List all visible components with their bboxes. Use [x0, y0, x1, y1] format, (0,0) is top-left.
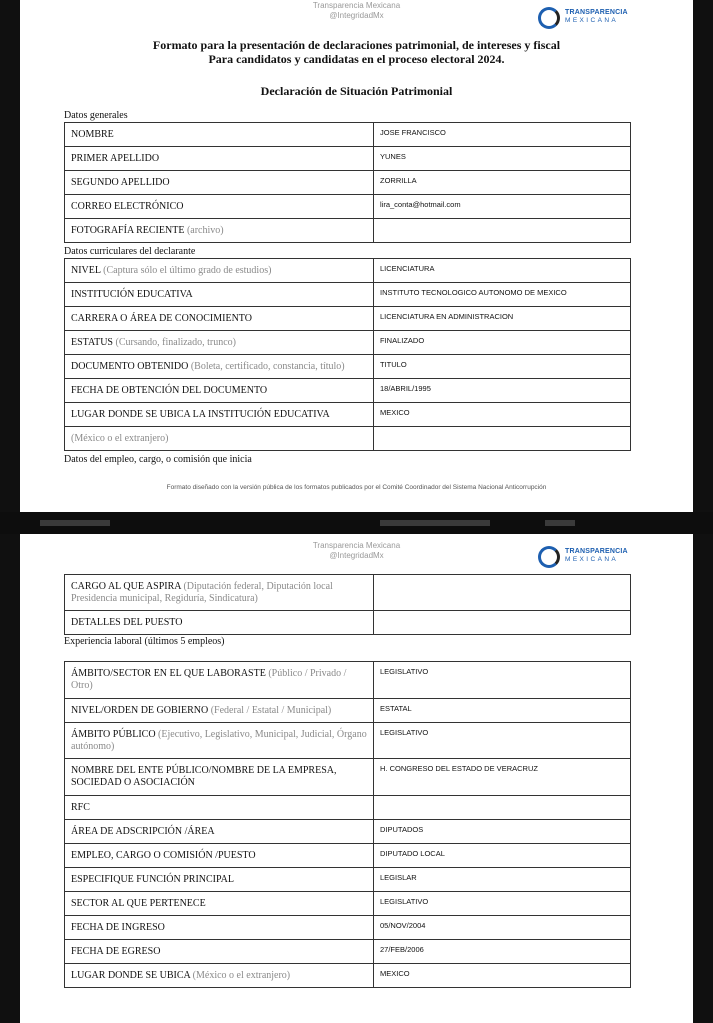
row-value: lira_conta@hotmail.com: [374, 195, 631, 219]
row-label: RFC: [65, 796, 374, 820]
row-label: FECHA DE EGRESO: [65, 940, 374, 964]
row-label: ÁREA DE ADSCRIPCIÓN /ÁREA: [65, 820, 374, 844]
row-value: LICENCIATURA: [374, 259, 631, 283]
table-row: [65, 916, 631, 940]
logo-line1: TRANSPARENCIA: [565, 9, 628, 16]
logo-line2: MEXICANA: [565, 17, 619, 24]
row-label: EMPLEO, CARGO O COMISIÓN /PUESTO: [65, 844, 374, 868]
document-page-2: [20, 534, 693, 1023]
row-value: [374, 575, 631, 611]
row-value: INSTITUTO TECNOLOGICO AUTONOMO DE MEXICO: [374, 283, 631, 307]
section-datos-curriculares: Datos curriculares del declarante: [64, 246, 196, 257]
row-label: ESTATUS (Cursando, finalizado, trunco): [65, 331, 374, 355]
table-row: [65, 796, 631, 820]
table-row: [65, 868, 631, 892]
datos-generales-table: [64, 122, 631, 243]
table-row: [65, 355, 631, 379]
table-row: [65, 171, 631, 195]
table-row: [65, 283, 631, 307]
row-value: MEXICO: [374, 964, 631, 988]
row-value: LEGISLATIVO: [374, 662, 631, 699]
row-value: H. CONGRESO DEL ESTADO DE VERACRUZ: [374, 759, 631, 796]
row-label: DOCUMENTO OBTENIDO (Boleta, certificado, constancia, título): [65, 355, 374, 379]
table-row: [65, 259, 631, 283]
table-row: [65, 307, 631, 331]
logo-ring-icon: [538, 7, 560, 29]
table-row: [65, 379, 631, 403]
row-value: DIPUTADO LOCAL: [374, 844, 631, 868]
row-label: FECHA DE OBTENCIÓN DEL DOCUMENTO: [65, 379, 374, 403]
row-value: LEGISLAR: [374, 868, 631, 892]
table-row: [65, 123, 631, 147]
table-row: [65, 427, 631, 451]
row-value: TITULO: [374, 355, 631, 379]
row-value: [374, 611, 631, 635]
row-label: NIVEL (Captura sólo el último grado de estudios): [65, 259, 374, 283]
table-row: [65, 611, 631, 635]
row-value: LEGISLATIVO: [374, 892, 631, 916]
separator-mark: [40, 520, 110, 526]
logo-line2: MEXICANA: [565, 556, 619, 563]
logo-ring-icon: [538, 546, 560, 568]
header-handle: @IntegridadMx: [329, 11, 384, 20]
table-row: [65, 723, 631, 759]
logo-line1: TRANSPARENCIA: [565, 548, 628, 555]
table-row: [65, 331, 631, 355]
row-value: LICENCIATURA EN ADMINISTRACION: [374, 307, 631, 331]
row-label: FOTOGRAFÍA RECIENTE (archivo): [65, 219, 374, 243]
row-label: LUGAR DONDE SE UBICA (México o el extranjero): [65, 964, 374, 988]
row-label: INSTITUCIÓN EDUCATIVA: [65, 283, 374, 307]
row-label: NOMBRE DEL ENTE PÚBLICO/NOMBRE DE LA EMPRESA, SOCIEDAD O ASOCIACIÓN: [65, 759, 374, 796]
separator-mark: [545, 520, 575, 526]
row-value: FINALIZADO: [374, 331, 631, 355]
row-value: [374, 427, 631, 451]
row-label: FECHA DE INGRESO: [65, 916, 374, 940]
datos-curriculares-table: [64, 258, 631, 451]
row-value: 05/NOV/2004: [374, 916, 631, 940]
row-value: MEXICO: [374, 403, 631, 427]
row-label: ESPECIFIQUE FUNCIÓN PRINCIPAL: [65, 868, 374, 892]
row-label: NOMBRE: [65, 123, 374, 147]
row-label: LUGAR DONDE SE UBICA LA INSTITUCIÓN EDUCATIVA: [65, 403, 374, 427]
row-label: (México o el extranjero): [65, 427, 374, 451]
row-label: NIVEL/ORDEN DE GOBIERNO (Federal / Estatal / Municipal): [65, 699, 374, 723]
row-label: ÁMBITO PÚBLICO (Ejecutivo, Legislativo, Municipal, Judicial, Órgano autónomo): [65, 723, 374, 759]
table-row: [65, 759, 631, 796]
row-value: DIPUTADOS: [374, 820, 631, 844]
table-row: [65, 699, 631, 723]
document-page-1: [20, 0, 693, 512]
table-row: [65, 820, 631, 844]
row-value: LEGISLATIVO: [374, 723, 631, 759]
row-label: CORREO ELECTRÓNICO: [65, 195, 374, 219]
transparencia-logo: [538, 543, 648, 571]
table-row: [65, 575, 631, 611]
row-value: ZORRILLA: [374, 171, 631, 195]
transparencia-logo: [538, 4, 648, 32]
page-separator: [0, 512, 713, 534]
row-value: YUNES: [374, 147, 631, 171]
row-label: DETALLES DEL PUESTO: [65, 611, 374, 635]
footer-note: Formato diseñado con la versión pública de los formatos publicados por el Comité Coordinador del Sistema Nacional Anticorrupción: [166, 484, 547, 491]
row-value: JOSE FRANCISCO: [374, 123, 631, 147]
section-experiencia: Experiencia laboral (últimos 5 empleos): [64, 636, 225, 647]
table-row: [65, 892, 631, 916]
row-label: PRIMER APELLIDO: [65, 147, 374, 171]
document-title-line2: Para candidatos y candidatas en el proceso electoral 2024.: [208, 52, 505, 66]
table-row: [65, 662, 631, 699]
header-handle: @IntegridadMx: [329, 551, 384, 560]
document-subtitle: Declaración de Situación Patrimonial: [260, 84, 453, 98]
row-label: CARRERA O ÁREA DE CONOCIMIENTO: [65, 307, 374, 331]
section-datos-generales: Datos generales: [64, 110, 128, 121]
row-value: 27/FEB/2006: [374, 940, 631, 964]
row-label: SECTOR AL QUE PERTENECE: [65, 892, 374, 916]
table-row: [65, 403, 631, 427]
row-value: ESTATAL: [374, 699, 631, 723]
row-value: [374, 219, 631, 243]
row-value: 18/ABRIL/1995: [374, 379, 631, 403]
row-label: CARGO AL QUE ASPIRA (Diputación federal, Diputación local Presidencia municipal, Regiduría, Sindicatura): [65, 575, 374, 611]
section-datos-empleo: Datos del empleo, cargo, o comisión que inicia: [64, 454, 252, 465]
table-row: [65, 147, 631, 171]
row-label: SEGUNDO APELLIDO: [65, 171, 374, 195]
table-row: [65, 195, 631, 219]
header-org: Transparencia Mexicana: [312, 1, 401, 10]
table-row: [65, 219, 631, 243]
row-value: [374, 796, 631, 820]
row-label: ÁMBITO/SECTOR EN EL QUE LABORASTE (Público / Privado / Otro): [65, 662, 374, 699]
experiencia-table: [64, 661, 631, 988]
document-title-line1: Formato para la presentación de declaraciones patrimonial, de intereses y fiscal: [152, 38, 561, 52]
table-row: [65, 940, 631, 964]
table-row: [65, 964, 631, 988]
table-row: [65, 844, 631, 868]
header-org: Transparencia Mexicana: [312, 541, 401, 550]
separator-mark: [380, 520, 490, 526]
empleo-table: [64, 574, 631, 635]
